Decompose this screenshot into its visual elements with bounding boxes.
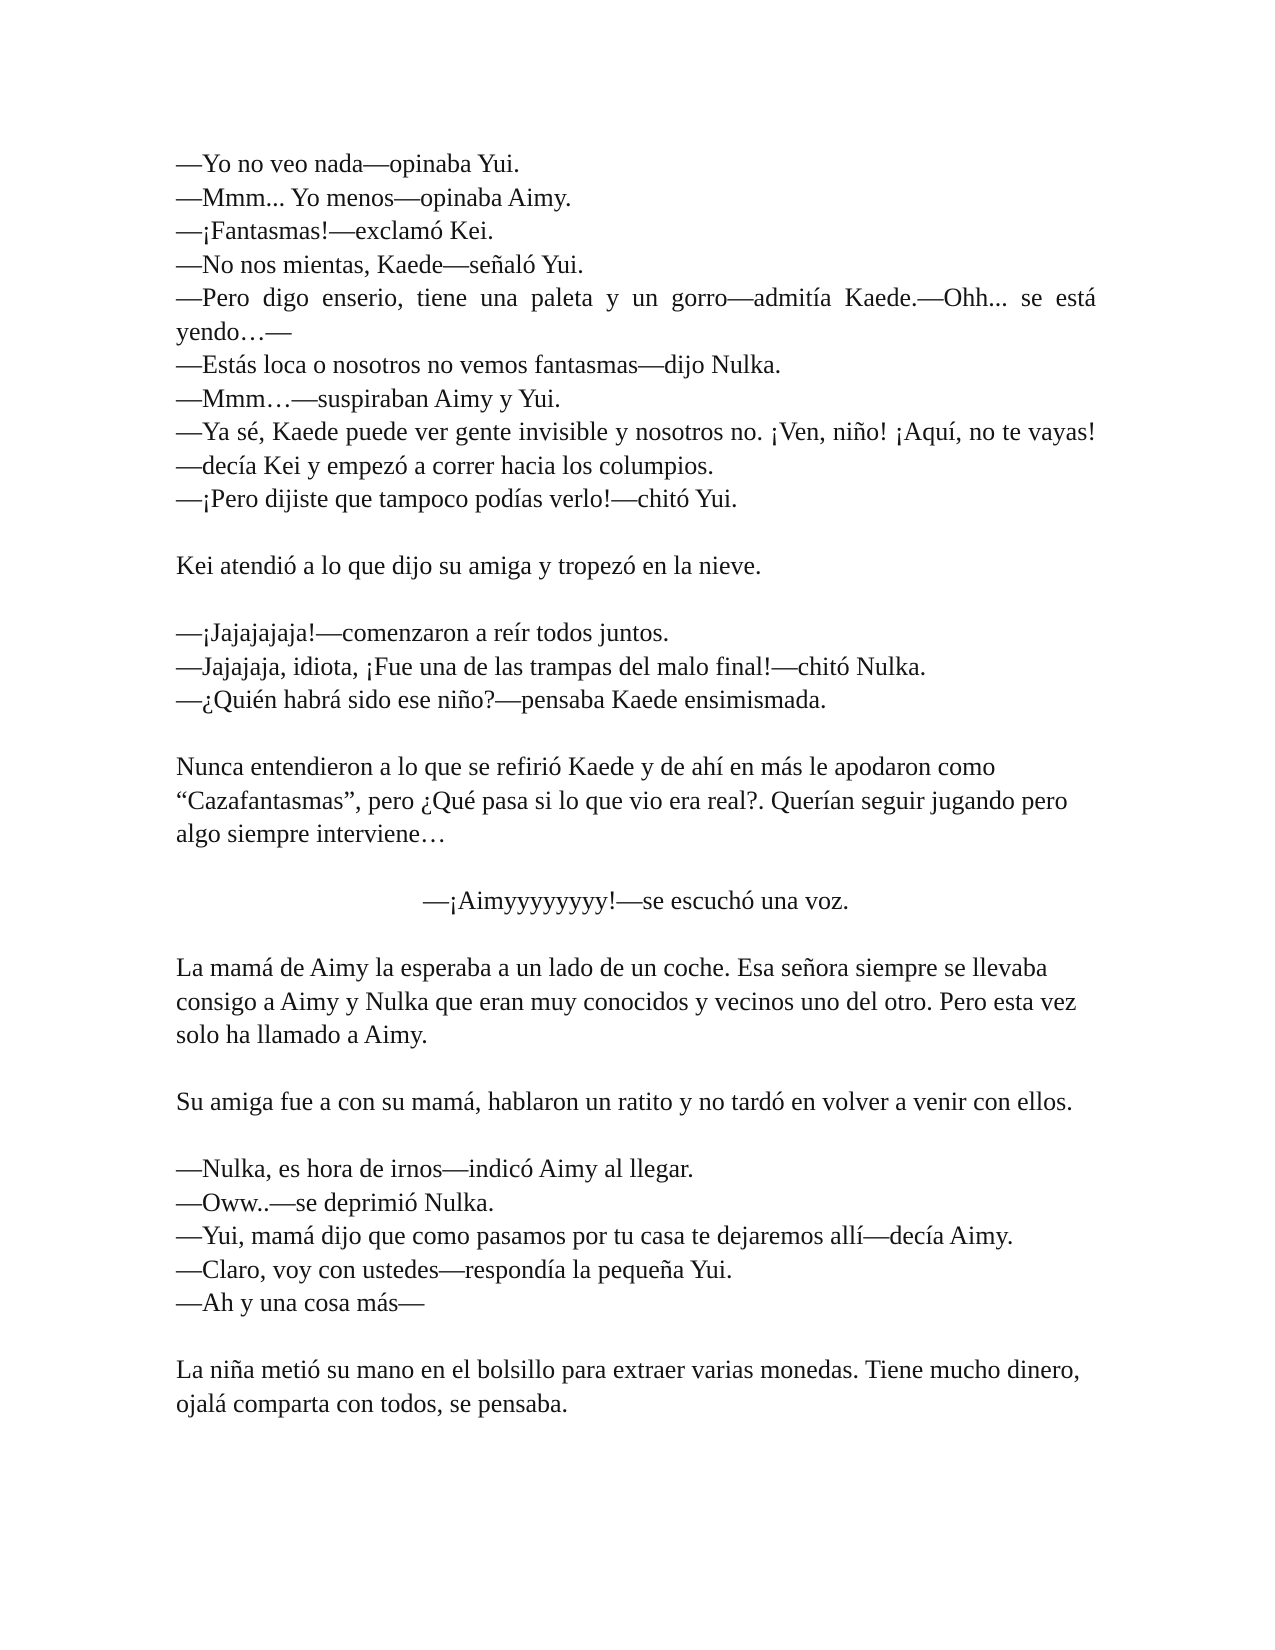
narration-paragraph: Su amiga fue a con su mamá, hablaron un ratito y no tardó en volver a venir con ellos. — [176, 1087, 1073, 1116]
dialogue-line: —Mmm... Yo menos—opinaba Aimy. — [176, 182, 572, 212]
dialogue-line: —Nulka, es hora de irnos—indicó Aimy al llegar. — [176, 1154, 694, 1183]
narration-paragraph: La niña metió su mano en el bolsillo para extraer varias monedas. Tiene mucho dinero, ojalá comparta con todos, se pensaba. — [176, 1355, 1080, 1418]
dialogue-line: —Estás loca o nosotros no vemos fantasmas—dijo Nulka. — [176, 350, 782, 379]
dialogue-line: —Jajajaja, idiota, ¡Fue una de las trampas del malo final!—chitó Nulka. — [176, 651, 927, 681]
dialogue-line: —Pero digo enserio, tiene una paleta y un gorro—admitía Kaede.—Ohh... se está yendo…— — [176, 283, 1096, 346]
narration-paragraph: Kei atendió a lo que dijo su amiga y tropezó en la nieve. — [176, 551, 762, 580]
paragraph-gap — [176, 918, 1096, 952]
paragraph-gap — [176, 1320, 1096, 1354]
narration-paragraph: Nunca entendieron a lo que se refirió Kaede y de ahí en más le apodaron como “Cazafantasmas”, pero ¿Qué pasa si lo que vio era real?. Querían seguir jugando pero algo siempre interviene… — [176, 752, 1068, 848]
paragraph-gap — [176, 717, 1096, 751]
dialogue-line: —¿Quién habrá sido ese niño?—pensaba Kaede ensimismada. — [176, 685, 827, 714]
dialogue-line: —¡Pero dijiste que tampoco podías verlo!—chitó Yui. — [176, 484, 738, 513]
paragraph-gap — [176, 1119, 1096, 1153]
page-body-text — [176, 147, 1096, 1420]
paragraph-gap — [176, 851, 1096, 885]
dialogue-line: —Claro, voy con ustedes—respondía la pequeña Yui. — [176, 1254, 733, 1284]
dialogue-line: —No nos mientas, Kaede—señaló Yui. — [176, 249, 584, 279]
dialogue-line: —Yui, mamá dijo que como pasamos por tu casa te dejaremos allí—decía Aimy. — [176, 1221, 1014, 1250]
dialogue-line: —¡Fantasmas!—exclamó Kei. — [176, 216, 494, 245]
paragraph-gap — [176, 516, 1096, 550]
paragraph-gap — [176, 1052, 1096, 1086]
dialogue-line: —Yo no veo nada—opinaba Yui. — [176, 149, 520, 178]
dialogue-line: —Ah y una cosa más— — [176, 1288, 425, 1317]
centered-dialogue-line: —¡Aimyyyyyyyy!—se escuchó una voz. — [422, 886, 850, 915]
dialogue-line: —¡Jajajajaja!—comenzaron a reír todos juntos. — [176, 618, 670, 647]
paragraph-gap — [176, 583, 1096, 617]
dialogue-line: —Ya sé, Kaede puede ver gente invisible y nosotros no. ¡Ven, niño! ¡Aquí, no te vayas!—decía Kei y empezó a correr hacia los columpios. — [176, 417, 1096, 480]
dialogue-line: —Oww..—se deprimió Nulka. — [176, 1187, 495, 1217]
narration-paragraph: La mamá de Aimy la esperaba a un lado de un coche. Esa señora siempre se llevaba consigo a Aimy y Nulka que eran muy conocidos y vecinos uno del otro. Pero esta vez solo ha llamado a Aimy. — [176, 953, 1077, 1049]
dialogue-line: —Mmm…—suspiraban Aimy y Yui. — [176, 383, 561, 413]
